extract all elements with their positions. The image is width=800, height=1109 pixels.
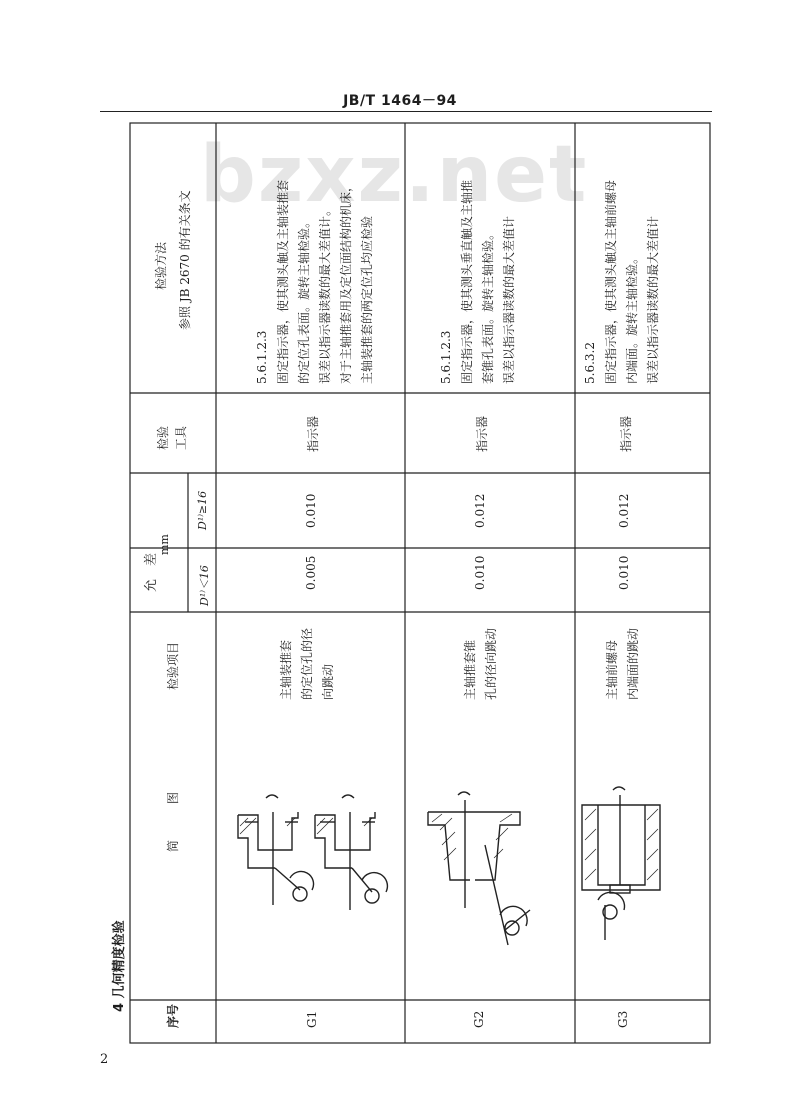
row-g2-method: 5.6.1.2.3 固定指示器，使其测头垂直触及主轴推 套锥孔表面。旋转主轴检验。 误差以指示器读数的最大差值计 xyxy=(439,179,516,384)
header-tolerance: 允 差 xyxy=(144,552,159,592)
row-g3-tol-small: 0.010 xyxy=(617,555,631,590)
row-g3-tol-large: 0.012 xyxy=(617,493,631,528)
row-g2-tool-large: 0.012 xyxy=(473,493,487,528)
row-g1-id: G1 xyxy=(305,1010,319,1028)
header-seq: 序号 xyxy=(166,1003,180,1028)
row-g1-item: 主轴装推套 的定位孔的径 向跳动 xyxy=(279,627,335,700)
header-method-ref: 参照 JB 2670 的有关条文 xyxy=(178,190,192,330)
section-heading: 4 几何精度检验 xyxy=(112,920,127,1012)
page-number: 2 xyxy=(100,1052,109,1067)
row-g3-method: 5.6.3.2 固定指示器，使其测头触及主轴前螺母 内端面。旋转主轴检验。 误差以指示器读数的最大差值计 xyxy=(583,179,660,384)
header-tol-small: D¹⁾＜16 xyxy=(198,565,211,606)
row-g1-tol-small: 0.005 xyxy=(304,555,318,590)
watermark: bzxz.net xyxy=(200,130,589,220)
row-g1-tol-large: 0.010 xyxy=(304,493,318,528)
row-g2-item: 主轴推套锥 孔的径向跳动 xyxy=(463,627,498,700)
row-g1-tool: 指示器 xyxy=(306,415,320,452)
row-g2-tool: 指示器 xyxy=(475,415,489,452)
row-g1-method: 5.6.1.2.3 固定指示器，使其测头触及主轴装推套 的定位孔表面。旋转主轴检验。 误差以指示器读数的最大差值计。 对于主轴推套用及定位面结构的机床， 主轴装推套的两定位孔均应检验 xyxy=(255,179,374,384)
row-g2-tol-small: 0.010 xyxy=(473,555,487,590)
row-g3-item: 主轴前螺母 内端面的跳动 xyxy=(605,627,640,700)
row-g2-id: G2 xyxy=(472,1010,486,1028)
header-tool: 检验 工具 xyxy=(156,425,188,450)
header-method-title: 检验方法 xyxy=(154,241,168,290)
header-item: 检验项目 xyxy=(166,641,180,690)
header-tol-large: D¹⁾≥16 xyxy=(196,490,209,530)
header-diagram: 简 图 xyxy=(166,791,180,852)
header-tolerance-unit: mm xyxy=(158,534,171,555)
standard-code-header: JB/T 1464－94 xyxy=(343,93,457,109)
row-g3-id: G3 xyxy=(616,1010,630,1028)
row-g3-tool: 指示器 xyxy=(619,415,633,452)
